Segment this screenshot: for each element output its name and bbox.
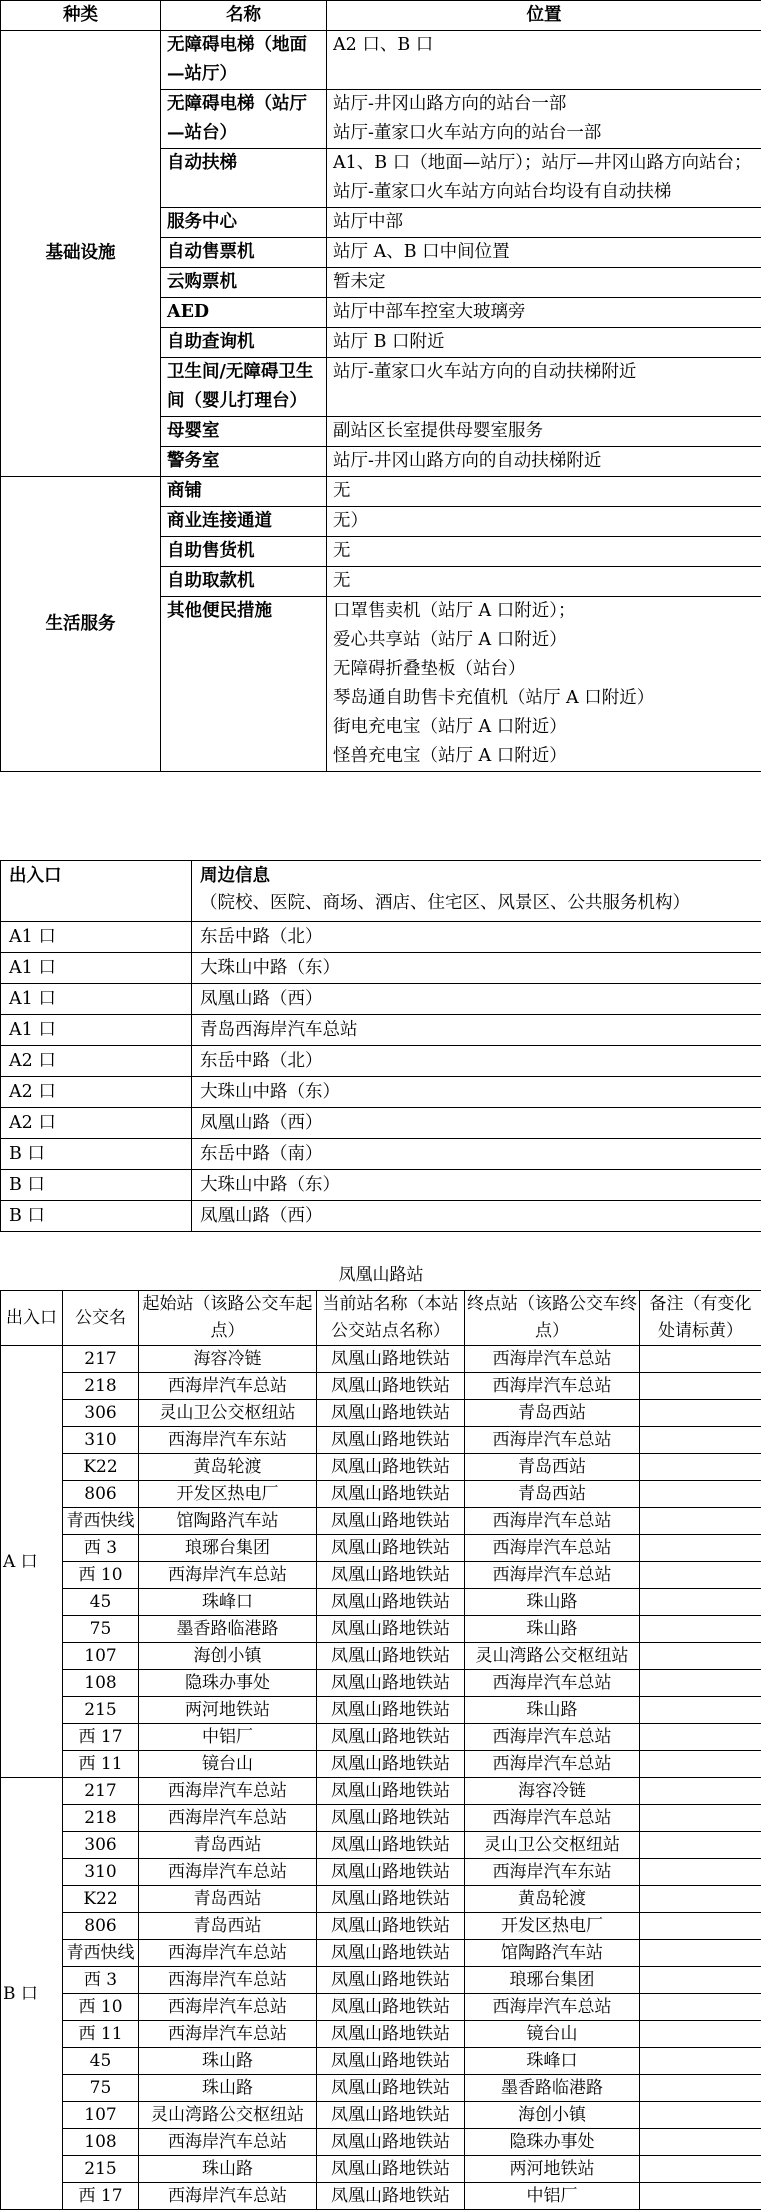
bus-line: 217: [63, 1346, 139, 1373]
bus-current-station: 凤凰山路地铁站: [317, 1454, 465, 1481]
bus-row: [1, 1373, 761, 1400]
exit-surrounding: 大珠山中路（东）: [192, 953, 761, 984]
bus-note: [640, 2183, 761, 2210]
bus-current-station: 凤凰山路地铁站: [317, 1805, 465, 1832]
exit-surrounding: 东岳中路（北）: [192, 1046, 761, 1077]
facility-location: 口罩售卖机（站厅 A 口附近）； 爱心共享站（站厅 A 口附近） 无障碍折叠垫板（站台） 琴岛通自助售卡充值机（站厅 A 口附近） 街电充电宝（站厅 A 口附近） 怪兽充电宝（站厅 A 口附近）: [327, 597, 761, 772]
bus-row: [1, 1400, 761, 1427]
bus-end-station: 西海岸汽车总站: [465, 1751, 640, 1778]
bus-end-station: 西海岸汽车总站: [465, 1994, 640, 2021]
bus-note: [640, 1913, 761, 1940]
header-name: 名称: [161, 1, 327, 31]
bus-note: [640, 1967, 761, 1994]
bus-exit: A 口: [1, 1346, 63, 1778]
facility-location: 站厅中部: [327, 208, 761, 238]
bus-start-station: 灵山湾路公交枢纽站: [139, 2102, 317, 2129]
bus-end-station: 西海岸汽车总站: [465, 1805, 640, 1832]
facility-location: 无: [327, 537, 761, 567]
bus-end-station: 开发区热电厂: [465, 1913, 640, 1940]
bus-exit: B 口: [1, 1778, 63, 2210]
bus-start-station: 青岛西站: [139, 1913, 317, 1940]
bus-current-station: 凤凰山路地铁站: [317, 1697, 465, 1724]
bus-line: 西 3: [63, 1967, 139, 1994]
bus-row: [1, 2021, 761, 2048]
bus-note: [640, 1697, 761, 1724]
bus-current-station: 凤凰山路地铁站: [317, 2075, 465, 2102]
facility-name: 商业连接通道: [161, 507, 327, 537]
bus-current-station: 凤凰山路地铁站: [317, 1346, 465, 1373]
exit-surrounding: 凤凰山路（西）: [192, 1201, 761, 1232]
bus-note: [640, 1373, 761, 1400]
bus-row: [1, 1427, 761, 1454]
exit-surrounding: 凤凰山路（西）: [192, 984, 761, 1015]
bus-line: 108: [63, 2129, 139, 2156]
bus-current-station: 凤凰山路地铁站: [317, 1994, 465, 2021]
bus-line: 45: [63, 2048, 139, 2075]
bus-start-station: 灵山卫公交枢纽站: [139, 1400, 317, 1427]
bus-row: [1, 1778, 761, 1805]
bus-row: [1, 1832, 761, 1859]
bus-start-station: 珠山路: [139, 2048, 317, 2075]
bus-row: [1, 1994, 761, 2021]
bus-current-station: 凤凰山路地铁站: [317, 1670, 465, 1697]
bus-row: [1, 1346, 761, 1373]
bus-start-station: 青岛西站: [139, 1886, 317, 1913]
bus-current-station: 凤凰山路地铁站: [317, 1562, 465, 1589]
bus-end-station: 青岛西站: [465, 1481, 640, 1508]
bus-note: [640, 2102, 761, 2129]
bus-end-station: 青岛西站: [465, 1400, 640, 1427]
bus-end-station: 海创小镇: [465, 2102, 640, 2129]
facility-name: 自动售票机: [161, 238, 327, 268]
bus-current-station: 凤凰山路地铁站: [317, 1967, 465, 1994]
bus-current-station: 凤凰山路地铁站: [317, 2021, 465, 2048]
exit-label: B 口: [1, 1139, 192, 1170]
bus-row: [1, 1589, 761, 1616]
bus-start-station: 镜台山: [139, 1751, 317, 1778]
bus-line: 806: [63, 1913, 139, 1940]
bus-end-station: 珠山路: [465, 1616, 640, 1643]
bus-current-station: 凤凰山路地铁站: [317, 1643, 465, 1670]
bus-line: 306: [63, 1400, 139, 1427]
bus-start-station: 西海岸汽车总站: [139, 2021, 317, 2048]
bus-current-station: 凤凰山路地铁站: [317, 1508, 465, 1535]
facility-location: 暂未定: [327, 268, 761, 298]
bus-start-station: 青岛西站: [139, 1832, 317, 1859]
bus-row: [1, 2156, 761, 2183]
exit-row: [1, 1108, 761, 1139]
facility-location: 站厅 A、B 口中间位置: [327, 238, 761, 268]
exit-surrounding: 凤凰山路（西）: [192, 1108, 761, 1139]
header-surroundings: [192, 861, 761, 922]
bus-current-station: 凤凰山路地铁站: [317, 2156, 465, 2183]
bus-start-station: 珠山路: [139, 2075, 317, 2102]
bus-row: [1, 1616, 761, 1643]
bus-start-station: 西海岸汽车总站: [139, 1778, 317, 1805]
facility-name: 云购票机: [161, 268, 327, 298]
bus-note: [640, 2048, 761, 2075]
bus-row: [1, 1670, 761, 1697]
bus-line: 西 11: [63, 2021, 139, 2048]
bus-line: 45: [63, 1589, 139, 1616]
bus-end-station: 西海岸汽车总站: [465, 1346, 640, 1373]
bus-note: [640, 2129, 761, 2156]
facility-name: 自助售货机: [161, 537, 327, 567]
exit-label: B 口: [1, 1201, 192, 1232]
bus-note: [640, 1427, 761, 1454]
exit-surrounding: 大珠山中路（东）: [192, 1170, 761, 1201]
bus-note: [640, 1589, 761, 1616]
bus-current-station: 凤凰山路地铁站: [317, 2048, 465, 2075]
facility-location: 站厅 B 口附近: [327, 328, 761, 358]
bus-end-station: 西海岸汽车总站: [465, 1724, 640, 1751]
bus-start-station: 西海岸汽车总站: [139, 1940, 317, 1967]
facility-name: 卫生间/无障碍卫生间（婴儿打理台）: [161, 358, 327, 417]
bus-start-station: 西海岸汽车总站: [139, 1994, 317, 2021]
exit-row: [1, 984, 761, 1015]
bus-row: [1, 1535, 761, 1562]
bus-start-station: 西海岸汽车总站: [139, 1562, 317, 1589]
facility-category: 生活服务: [1, 477, 161, 772]
bus-note: [640, 2021, 761, 2048]
bus-start-station: 黄岛轮渡: [139, 1454, 317, 1481]
facilities-header-row: [1, 1, 761, 31]
bus-line: 青西快线: [63, 1940, 139, 1967]
exit-label: A1 口: [1, 1015, 192, 1046]
bus-start-station: 西海岸汽车总站: [139, 1373, 317, 1400]
station-title: 凤凰山路站: [1, 1260, 761, 1291]
bus-note: [640, 1778, 761, 1805]
bus-start-station: 开发区热电厂: [139, 1481, 317, 1508]
bus-row: [1, 1643, 761, 1670]
bus-line: 107: [63, 1643, 139, 1670]
bus-start-station: 珠峰口: [139, 1589, 317, 1616]
bus-start-station: 西海岸汽车总站: [139, 2183, 317, 2210]
facility-location: 站厅-井冈山路方向的自动扶梯附近: [327, 447, 761, 477]
facility-name: 服务中心: [161, 208, 327, 238]
facility-name: 商铺: [161, 477, 327, 507]
bus-note: [640, 1751, 761, 1778]
exit-surrounding: 大珠山中路（东）: [192, 1077, 761, 1108]
bus-row: [1, 1940, 761, 1967]
bus-current-station: 凤凰山路地铁站: [317, 1616, 465, 1643]
bus-start-station: 馆陶路汽车站: [139, 1508, 317, 1535]
bus-end-station: 西海岸汽车总站: [465, 1535, 640, 1562]
bus-row: [1, 1481, 761, 1508]
bus-line: 西 17: [63, 2183, 139, 2210]
bus-line: K22: [63, 1454, 139, 1481]
bus-row: [1, 1508, 761, 1535]
bus-start-station: 西海岸汽车总站: [139, 2129, 317, 2156]
facility-location: 副站区长室提供母婴室服务: [327, 417, 761, 447]
bus-header-line: 公交名: [63, 1291, 139, 1346]
bus-current-station: 凤凰山路地铁站: [317, 1535, 465, 1562]
bus-current-station: 凤凰山路地铁站: [317, 1832, 465, 1859]
exit-row: [1, 1077, 761, 1108]
facility-name: 警务室: [161, 447, 327, 477]
bus-line: 107: [63, 2102, 139, 2129]
bus-header-exit: 出入口: [1, 1291, 63, 1346]
bus-header-current: 当前站名称（本站公交站点名称）: [317, 1291, 465, 1346]
bus-start-station: 隐珠办事处: [139, 1670, 317, 1697]
bus-end-station: 墨香路临港路: [465, 2075, 640, 2102]
facility-location: 无: [327, 567, 761, 597]
bus-row: [1, 1454, 761, 1481]
bus-current-station: 凤凰山路地铁站: [317, 1859, 465, 1886]
bus-note: [640, 1886, 761, 1913]
facility-name: 自动扶梯: [161, 149, 327, 208]
bus-start-station: 西海岸汽车东站: [139, 1427, 317, 1454]
bus-row: [1, 1697, 761, 1724]
facility-name: 自助取款机: [161, 567, 327, 597]
bus-current-station: 凤凰山路地铁站: [317, 1427, 465, 1454]
facility-row: [1, 477, 761, 507]
bus-row: [1, 1967, 761, 1994]
bus-note: [640, 1643, 761, 1670]
bus-line: 218: [63, 1805, 139, 1832]
bus-end-station: 珠山路: [465, 1589, 640, 1616]
exit-label: A1 口: [1, 922, 192, 953]
bus-note: [640, 1859, 761, 1886]
bus-current-station: 凤凰山路地铁站: [317, 1724, 465, 1751]
exit-surrounding: 青岛西海岸汽车总站: [192, 1015, 761, 1046]
bus-end-station: 珠峰口: [465, 2048, 640, 2075]
facility-name: 母婴室: [161, 417, 327, 447]
bus-note: [640, 2156, 761, 2183]
exit-surrounding: 东岳中路（南）: [192, 1139, 761, 1170]
exits-header-row: [1, 861, 761, 922]
bus-note: [640, 1832, 761, 1859]
bus-note: [640, 1994, 761, 2021]
bus-end-station: 珠山路: [465, 1697, 640, 1724]
facility-name: 无障碍电梯（站厅—站台）: [161, 90, 327, 149]
bus-note: [640, 1481, 761, 1508]
bus-end-station: 西海岸汽车东站: [465, 1859, 640, 1886]
exits-table: [0, 860, 761, 1232]
bus-table: [0, 1260, 761, 2210]
facility-category: 基础设施: [1, 31, 161, 477]
bus-line: 西 3: [63, 1535, 139, 1562]
facility-location: A2 口、B 口: [327, 31, 761, 90]
bus-row: [1, 1859, 761, 1886]
bus-end-station: 青岛西站: [465, 1454, 640, 1481]
bus-line: 217: [63, 1778, 139, 1805]
bus-end-station: 镜台山: [465, 2021, 640, 2048]
bus-current-station: 凤凰山路地铁站: [317, 2183, 465, 2210]
bus-end-station: 西海岸汽车总站: [465, 1508, 640, 1535]
bus-current-station: 凤凰山路地铁站: [317, 1373, 465, 1400]
bus-start-station: 琅琊台集团: [139, 1535, 317, 1562]
bus-start-station: 西海岸汽车总站: [139, 1859, 317, 1886]
bus-header-end: 终点站（该路公交车终点）: [465, 1291, 640, 1346]
bus-end-station: 西海岸汽车总站: [465, 1427, 640, 1454]
exit-label: A1 口: [1, 984, 192, 1015]
facility-location: A1、B 口（地面—站厅）；站厅—井冈山路方向站台；站厅-董家口火车站方向站台均设有自动扶梯: [327, 149, 761, 208]
exit-label: B 口: [1, 1170, 192, 1201]
bus-line: 806: [63, 1481, 139, 1508]
bus-row: [1, 1805, 761, 1832]
bus-current-station: 凤凰山路地铁站: [317, 1400, 465, 1427]
exit-label: A1 口: [1, 953, 192, 984]
bus-current-station: 凤凰山路地铁站: [317, 2102, 465, 2129]
facility-location: 无: [327, 477, 761, 507]
bus-note: [640, 1535, 761, 1562]
bus-line: 310: [63, 1427, 139, 1454]
bus-current-station: 凤凰山路地铁站: [317, 1778, 465, 1805]
facility-location: 站厅-董家口火车站方向的自动扶梯附近: [327, 358, 761, 417]
facility-name: 自助查询机: [161, 328, 327, 358]
bus-end-station: 黄岛轮渡: [465, 1886, 640, 1913]
bus-line: 75: [63, 2075, 139, 2102]
exit-row: [1, 1046, 761, 1077]
bus-line: 108: [63, 1670, 139, 1697]
facility-name: 其他便民措施: [161, 597, 327, 772]
exit-surrounding: 东岳中路（北）: [192, 922, 761, 953]
bus-note: [640, 2075, 761, 2102]
bus-line: 西 10: [63, 1562, 139, 1589]
bus-line: 西 11: [63, 1751, 139, 1778]
bus-end-station: 隐珠办事处: [465, 2129, 640, 2156]
bus-start-station: 墨香路临港路: [139, 1616, 317, 1643]
facility-row: [1, 31, 761, 90]
bus-start-station: 中铝厂: [139, 1724, 317, 1751]
bus-start-station: 海创小镇: [139, 1643, 317, 1670]
bus-note: [640, 1454, 761, 1481]
exit-label: A2 口: [1, 1046, 192, 1077]
bus-end-station: 中铝厂: [465, 2183, 640, 2210]
bus-row: [1, 1913, 761, 1940]
bus-note: [640, 1562, 761, 1589]
exit-row: [1, 1139, 761, 1170]
facility-location: 无）: [327, 507, 761, 537]
bus-row: [1, 1886, 761, 1913]
facilities-table: [0, 0, 761, 772]
bus-note: [640, 1940, 761, 1967]
bus-line: 215: [63, 1697, 139, 1724]
bus-start-station: 两河地铁站: [139, 1697, 317, 1724]
bus-header-start: 起始站（该路公交车起点）: [139, 1291, 317, 1346]
bus-line: 西 10: [63, 1994, 139, 2021]
bus-note: [640, 1805, 761, 1832]
header-exit: 出入口: [1, 861, 192, 922]
bus-note: [640, 1400, 761, 1427]
bus-end-station: 西海岸汽车总站: [465, 1373, 640, 1400]
facility-name: 无障碍电梯（地面—站厅）: [161, 31, 327, 90]
header-category: 种类: [1, 1, 161, 31]
header-surroundings-sub: （院校、医院、商场、酒店、住宅区、风景区、公共服务机构）: [200, 893, 690, 913]
exit-label: A2 口: [1, 1108, 192, 1139]
bus-station-title-row: [1, 1260, 761, 1291]
bus-current-station: 凤凰山路地铁站: [317, 1481, 465, 1508]
bus-current-station: 凤凰山路地铁站: [317, 1913, 465, 1940]
facility-location: 站厅中部车控室大玻璃旁: [327, 298, 761, 328]
header-surroundings-main: 周边信息: [200, 866, 270, 886]
bus-row: [1, 1562, 761, 1589]
bus-current-station: 凤凰山路地铁站: [317, 1751, 465, 1778]
bus-current-station: 凤凰山路地铁站: [317, 1940, 465, 1967]
bus-current-station: 凤凰山路地铁站: [317, 1589, 465, 1616]
exit-label: A2 口: [1, 1077, 192, 1108]
bus-header-note: 备注（有变化处请标黄）: [640, 1291, 761, 1346]
bus-end-station: 西海岸汽车总站: [465, 1562, 640, 1589]
bus-note: [640, 1670, 761, 1697]
bus-line: 306: [63, 1832, 139, 1859]
bus-row: [1, 2048, 761, 2075]
bus-start-station: 西海岸汽车总站: [139, 1805, 317, 1832]
bus-line: 75: [63, 1616, 139, 1643]
bus-end-station: 海容冷链: [465, 1778, 640, 1805]
bus-note: [640, 1724, 761, 1751]
bus-line: 218: [63, 1373, 139, 1400]
facility-location: 站厅-井冈山路方向的站台一部 站厅-董家口火车站方向的站台一部: [327, 90, 761, 149]
bus-end-station: 馆陶路汽车站: [465, 1940, 640, 1967]
bus-row: [1, 2075, 761, 2102]
exit-row: [1, 922, 761, 953]
exit-row: [1, 1015, 761, 1046]
bus-start-station: 西海岸汽车总站: [139, 1967, 317, 1994]
bus-start-station: 珠山路: [139, 2156, 317, 2183]
bus-line: 青西快线: [63, 1508, 139, 1535]
header-location: 位置: [327, 1, 761, 31]
bus-line: 215: [63, 2156, 139, 2183]
bus-line: 310: [63, 1859, 139, 1886]
bus-line: 西 17: [63, 1724, 139, 1751]
bus-line: K22: [63, 1886, 139, 1913]
bus-row: [1, 1724, 761, 1751]
bus-end-station: 两河地铁站: [465, 2156, 640, 2183]
bus-row: [1, 1751, 761, 1778]
facility-name: AED: [161, 298, 327, 328]
bus-end-station: 琅琊台集团: [465, 1967, 640, 1994]
bus-end-station: 西海岸汽车总站: [465, 1670, 640, 1697]
bus-end-station: 灵山卫公交枢纽站: [465, 1832, 640, 1859]
bus-note: [640, 1346, 761, 1373]
bus-note: [640, 1616, 761, 1643]
bus-note: [640, 1508, 761, 1535]
bus-start-station: 海容冷链: [139, 1346, 317, 1373]
bus-row: [1, 2102, 761, 2129]
exit-row: [1, 1201, 761, 1232]
bus-end-station: 灵山湾路公交枢纽站: [465, 1643, 640, 1670]
bus-header-row: [1, 1291, 761, 1346]
bus-current-station: 凤凰山路地铁站: [317, 1886, 465, 1913]
exit-row: [1, 953, 761, 984]
exit-row: [1, 1170, 761, 1201]
bus-current-station: 凤凰山路地铁站: [317, 2129, 465, 2156]
bus-row: [1, 2129, 761, 2156]
bus-row: [1, 2183, 761, 2210]
